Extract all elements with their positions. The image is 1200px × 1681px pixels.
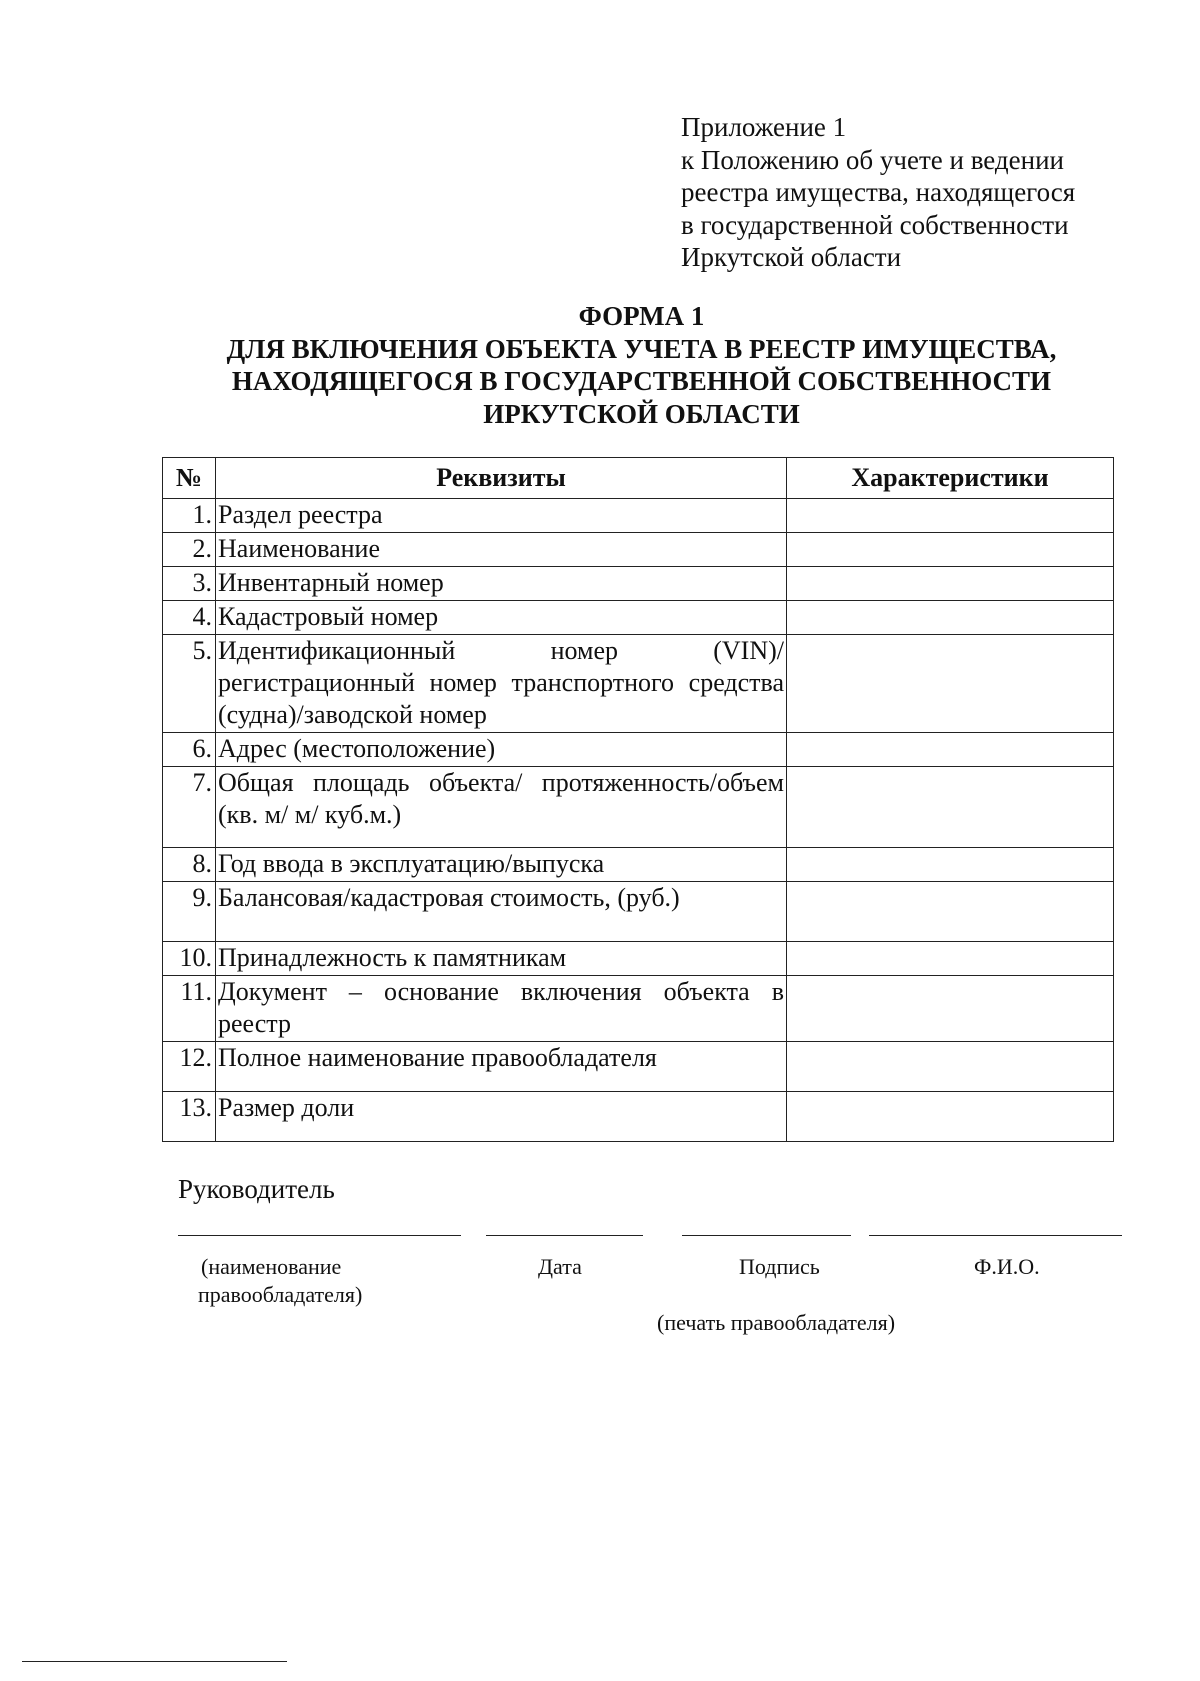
row-value — [787, 533, 1114, 567]
row-label: Наименование — [216, 533, 787, 567]
column-header-characteristics: Характеристики — [787, 458, 1114, 499]
row-number: 13. — [163, 1092, 216, 1142]
row-number: 6. — [163, 733, 216, 767]
row-label: Размер доли — [216, 1092, 787, 1142]
column-header-requisites: Реквизиты — [216, 458, 787, 499]
footnote-separator — [22, 1661, 287, 1662]
table-row — [163, 533, 1114, 567]
row-value — [787, 848, 1114, 882]
row-label: Идентификационный номер (VIN)/ регистрационный номер транспортного средства (судна)/заводской номер — [216, 635, 787, 733]
caption-date: Дата — [538, 1254, 582, 1279]
row-number: 7. — [163, 767, 216, 848]
caption-fio: Ф.И.О. — [974, 1254, 1040, 1279]
sign-signature-line — [682, 1235, 851, 1236]
appendix-line: реестра имущества, находящегося — [681, 177, 1076, 207]
row-value — [787, 1092, 1114, 1142]
fio-signature-line — [869, 1235, 1122, 1236]
row-label: Год ввода в эксплуатацию/выпуска — [216, 848, 787, 882]
row-number: 3. — [163, 567, 216, 601]
row-label: Кадастровый номер — [216, 601, 787, 635]
requisites-table — [162, 457, 1114, 1142]
form-title-line: ФОРМА 1 — [578, 301, 705, 331]
table-row — [163, 567, 1114, 601]
row-label: Общая площадь объекта/ протяженность/объем (кв. м/ м/ куб.м.) — [216, 767, 787, 848]
caption-name-line2: правообладателя) — [198, 1282, 363, 1307]
signature-heading: Руководитель — [178, 1174, 335, 1204]
row-number: 12. — [163, 1042, 216, 1092]
caption-signature: Подпись — [739, 1254, 820, 1279]
row-value — [787, 499, 1114, 533]
appendix-line: Приложение 1 — [681, 112, 847, 142]
form-title — [0, 300, 1200, 430]
row-number: 11. — [163, 976, 216, 1042]
appendix-line: к Положению об учете и ведении — [681, 144, 1064, 175]
row-number: 9. — [163, 882, 216, 942]
table-row — [163, 635, 1114, 733]
row-label: Полное наименование правообладателя — [216, 1042, 787, 1092]
row-value — [787, 942, 1114, 976]
row-label: Документ – основание включения объекта в реестр — [216, 976, 787, 1042]
table-row — [163, 1092, 1114, 1142]
table-row — [163, 976, 1114, 1042]
row-number: 4. — [163, 601, 216, 635]
form-title-line: ИРКУТСКОЙ ОБЛАСТИ — [483, 398, 800, 429]
caption-name-line1: (наименование — [201, 1254, 342, 1279]
row-number: 10. — [163, 942, 216, 976]
row-label: Принадлежность к памятникам — [216, 942, 787, 976]
column-header-number: № — [163, 458, 216, 499]
table-row — [163, 601, 1114, 635]
row-number: 5. — [163, 635, 216, 733]
date-signature-line — [486, 1235, 643, 1236]
row-value — [787, 1042, 1114, 1092]
row-label: Адрес (местоположение) — [216, 733, 787, 767]
row-value — [787, 882, 1114, 942]
table-row — [163, 882, 1114, 942]
row-number: 1. — [163, 499, 216, 533]
appendix-line: в государственной собственности — [681, 209, 1069, 240]
row-value — [787, 976, 1114, 1042]
appendix-block — [681, 111, 1075, 274]
table-row — [163, 733, 1114, 767]
table-row — [163, 848, 1114, 882]
row-label: Раздел реестра — [216, 499, 787, 533]
row-number: 8. — [163, 848, 216, 882]
row-value — [787, 567, 1114, 601]
table-row — [163, 767, 1114, 848]
form-title-line: НАХОДЯЩЕГОСЯ В ГОСУДАРСТВЕННОЙ СОБСТВЕННОСТИ — [231, 366, 1052, 396]
row-label: Инвентарный номер — [216, 567, 787, 601]
row-number: 2. — [163, 533, 216, 567]
table-row — [163, 942, 1114, 976]
row-value — [787, 601, 1114, 635]
name-signature-line — [178, 1235, 461, 1236]
form-title-line: ДЛЯ ВКЛЮЧЕНИЯ ОБЪЕКТА УЧЕТА В РЕЕСТР ИМУЩЕСТВА, — [226, 333, 1057, 364]
table-header-row — [163, 458, 1114, 499]
row-label: Балансовая/кадастровая стоимость, (руб.) — [216, 882, 787, 942]
caption-seal: (печать правообладателя) — [657, 1310, 896, 1335]
row-value — [787, 635, 1114, 733]
row-value — [787, 733, 1114, 767]
appendix-line: Иркутской области — [681, 242, 902, 272]
table-row — [163, 499, 1114, 533]
row-value — [787, 767, 1114, 848]
table-row — [163, 1042, 1114, 1092]
